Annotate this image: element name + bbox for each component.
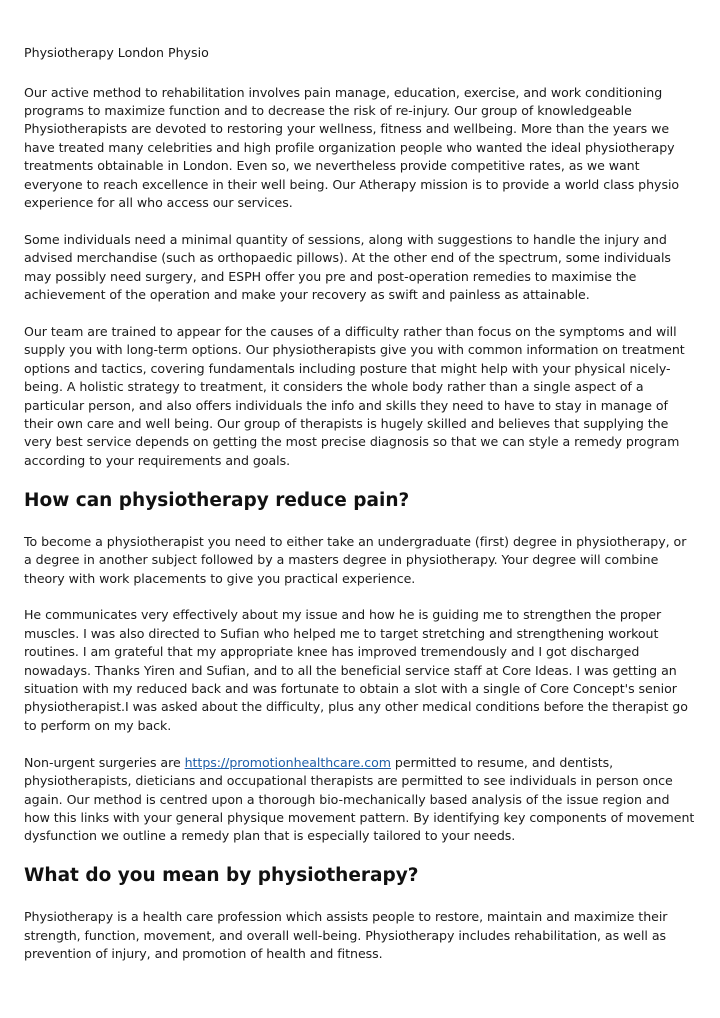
paragraph-become-physiotherapist: To become a physiotherapist you need to either take an undergraduate (first) degree in physiotherapy, or a degree in another subject followed by a masters degree in physiotherapy. Your degree will combine theory with work placements to give you practical experience. xyxy=(24,533,687,586)
paragraph-testimonial: He communicates very effectively about my issue and how he is guiding me to strengthen the proper muscles. I was also directed to Sufian who helped me to target stretching and strengthening workout routines. I am grateful that my appropriate knee has improved tremendously and I got discharged nowadays. Thanks Yiren and Sufian, and to all the beneficial service staff at Core Ideas. I was getting an situation with my reduced back and was fortunate to obtain a slot with a single of Core Concept's senior physiotherapist.I was asked about the difficulty, plus any other medical conditions before the therapist go to perform on my back. xyxy=(24,607,688,733)
paragraph-text-before-link: Non-urgent surgeries are xyxy=(24,754,185,770)
paragraph-sessions: Some individuals need a minimal quantity of sessions, along with suggestions to handle the injury and advised merchandise (such as orthopaedic pillows). At the other end of the spectrum, some individuals may possibly need surgery, and ESPH offer you pre and post-operation remedies to maximise the achievement of the operation and make your recovery as swift and painless as attainable. xyxy=(24,231,671,303)
paragraph-definition: Physiotherapy is a health care profession which assists people to restore, maintain and maximize their strength, function, movement, and overall well-being. Physiotherapy includes rehabilitation, as well as prevention of injury, and promotion of health and fitness. xyxy=(24,909,668,962)
paragraph-rehabilitation: Our active method to rehabilitation involves pain manage, education, exercise, and work conditioning programs to maximize function and to decrease the risk of re-injury. Our group of knowledgeable Physiotherapists are devoted to restoring your wellness, fitness and wellbeing. More than the years we have treated many celebrities and high profile organization people who wanted the ideal physiotherapy treatments obtainable in London. Even so, we nevertheless provide competitive rates, as we want everyone to reach excellence in their well being. Our Atherapy mission is to provide a world class physio experience for all who access our services. xyxy=(24,84,680,210)
heading-reduce-pain: How can physiotherapy reduce pain? xyxy=(24,489,410,511)
paragraph-team: Our team are trained to appear for the causes of a difficulty rather than focus on the symptoms and will supply you with long-term options. Our physiotherapists give you with common information on treatment options and tactics, covering fundamentals including posture that might help with your physical nicely-being. A holistic strategy to treatment, it considers the whole body rather than a single aspect of a particular person, and also offers individuals the info and skills they need to have to stay in manage of their own care and well being. Our group of therapists is hugely skilled and believes that supplying the very best service depends on getting the most precise diagnosis so that we can style a remedy program according to your requirements and goals. xyxy=(24,323,685,468)
document-title: Physiotherapy London Physio xyxy=(24,45,209,60)
promotionhealthcare-link[interactable]: https://promotionhealthcare.com xyxy=(184,754,391,770)
paragraph-text-after-link: permitted to resume, and dentists, physiotherapists, dieticians and occupational therapists are permitted to see individuals in person once again. Our method is centred upon a thorough bio-mechanically based analysis of the issue region and how this links with your general physique movement pattern. By identifying key components of movement dysfunction we outline a remedy plan that is especially tailored to your needs. xyxy=(24,754,695,844)
paragraph-non-urgent-surgeries xyxy=(24,754,696,846)
heading-what-is-physiotherapy: What do you mean by physiotherapy? xyxy=(24,865,419,887)
